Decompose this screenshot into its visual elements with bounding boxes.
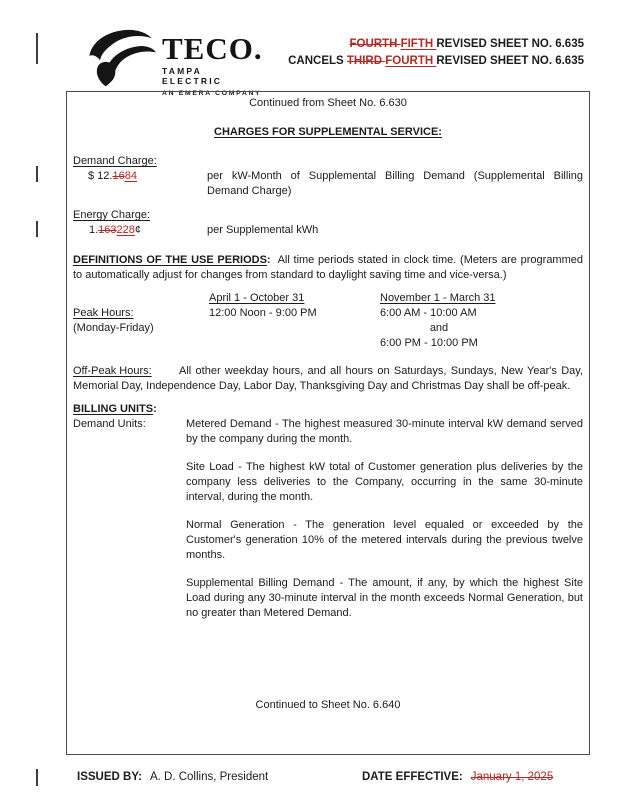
date-effective <box>362 770 553 785</box>
site-load-definition: Site Load - The highest kW total of Customer generation plus deliveries by the company less deliveries to the Company, occurring in the same 30-minute interval, during the month. <box>186 461 583 503</box>
peak-hours-label: Peak Hours: <box>73 307 134 319</box>
old-rate: 16 <box>112 170 125 182</box>
revision-rest-text: REVISED SHEET NO. 6.635 <box>436 38 584 50</box>
logo-company-name: TECO. <box>162 31 263 66</box>
revision-rest-text: REVISED SHEET NO. 6.635 <box>436 55 584 67</box>
peak-table-header-row <box>73 291 583 306</box>
date-effective-value: January 1, 2025 <box>470 771 554 783</box>
new-rate: 228 <box>116 224 135 236</box>
definitions-text: All time periods stated in clock time. (Meters are programmed to automatically adjust for changes from standard to daylight saving time and vice-versa.) <box>73 254 583 281</box>
sheet-revision-header <box>288 36 584 70</box>
revision-change-bar <box>36 166 38 182</box>
old-revision-text: THIRD <box>346 55 386 67</box>
demand-units-label: Demand Units: <box>73 418 146 430</box>
definitions-label: DEFINITIONS OF THE USE PERIODS <box>73 254 267 266</box>
billing-units-row <box>73 417 583 621</box>
energy-charge-value: 1.163228¢ <box>89 224 142 236</box>
issued-by <box>77 770 268 785</box>
normal-generation-definition: Normal Generation - The generation level equaled or exceeded by the Customer's generation 10% of the metered intervals during the previous twelve months. <box>186 519 583 561</box>
off-peak-paragraph <box>73 364 583 394</box>
revision-line-1 <box>288 36 584 53</box>
section-title: CHARGES FOR SUPPLEMENTAL SERVICE: <box>214 126 442 138</box>
winter-peak-hours: 6:00 AM - 10:00 AM and 6:00 PM - 10:00 PM <box>380 307 478 349</box>
cancels-text: CANCELS <box>288 55 347 67</box>
peak-hours-days: (Monday-Friday) <box>73 322 154 334</box>
energy-charge-row <box>73 223 583 238</box>
peak-hours-row <box>73 306 583 351</box>
revision-change-bar <box>36 33 38 64</box>
winter-period-header: November 1 - March 31 <box>380 292 496 304</box>
new-rate: 84 <box>124 170 137 182</box>
demand-charge-value: $ 12.1684 <box>88 170 137 182</box>
supplemental-billing-demand-definition: Supplemental Billing Demand - The amount, if any, by which the highest Site Load during any 30-minute interval in the month exceeds Normal Generation, but no greater than Metered Demand. <box>186 577 583 619</box>
old-revision-text: FOURTH <box>349 38 401 50</box>
logo-tagline: AN EMERA COMPANY <box>162 90 262 97</box>
off-peak-text: All other weekday hours, and all hours on Saturdays, Sundays, New Year's Day, Memorial Day, Independence Day, Labor Day, Thanksgiving Day and Christmas Day shall be off-peak. <box>73 365 583 392</box>
off-peak-label: Off-Peak Hours: <box>73 365 152 377</box>
energy-charge-label: Energy Charge: <box>73 209 151 221</box>
revision-line-2 <box>288 53 584 70</box>
continued-to-note: Continued to Sheet No. 6.640 <box>255 699 401 711</box>
teco-swoosh-icon <box>86 29 158 87</box>
old-rate: 163 <box>98 224 117 236</box>
teco-logo <box>86 27 266 97</box>
new-revision-text: FOURTH <box>385 55 437 67</box>
demand-charge-row <box>73 169 583 199</box>
metered-demand-definition: Metered Demand - The highest measured 30-minute interval kW demand served by the company during the month. <box>186 418 583 445</box>
billing-units-heading: BILLING UNITS <box>73 403 154 415</box>
issued-by-value: A. D. Collins, President <box>149 771 269 783</box>
summer-period-header: April 1 - October 31 <box>209 292 305 304</box>
demand-units-definitions <box>186 417 583 621</box>
energy-charge-description: per Supplemental kWh <box>207 224 319 236</box>
definitions-paragraph: DEFINITIONS OF THE USE PERIODS: All time periods stated in clock time. (Meters are programmed to automatically adjust for changes from standard to daylight saving time and vice-versa.) <box>73 254 583 281</box>
logo-subtitle: TAMPA ELECTRIC <box>162 66 223 86</box>
revision-change-bar <box>36 769 38 786</box>
revision-change-bar <box>36 221 38 237</box>
summer-peak-hours: 12:00 Noon - 9:00 PM <box>209 307 317 319</box>
issued-by-label: ISSUED BY: <box>77 771 142 783</box>
date-effective-label: DATE EFFECTIVE: <box>362 771 463 783</box>
tariff-body-box: Continued from Sheet No. 6.630 CHARGES FOR SUPPLEMENTAL SERVICE: Demand Charge: $ 12.1684 per kW-Month of Supplemental Billing Demand (Supplemental Billing Demand Charge) Energy Charge: 1.163228¢ per Supplemental kWh DEFINITIONS OF THE USE PERIODS: All time periods stated in clock time. (Meters are programmed to automatically adjust for changes from standard to daylight saving time and vice-versa.) April 1 - October 31 November 1 - March 31 Peak Hours: (Monday-Friday) 12:00 Noon - 9:00 PM 6:00 AM - 10:00 AM and 6:00 PM - 10:00 PM Off-Peak Hours: All other weekday hours, and all hours on Saturdays, Sundays, New Year's Day, Memorial Day, Independence Day, Labor Day, Thanksgiving Day and Christmas Day shall be off-peak. BILLING UNITS: Demand Units: Metered Demand - The highest measured 30-minute interval kW demand served by the company during the month. Site Load - The highest kW total of Customer generation plus deliveries by the company less deliveries to the Company, occurring in the same 30-minute interval, during the month. Normal Generation - The generation level equaled or exceeded by the Customer's generation 10% of the metered intervals during the previous twelve months. Supplemental Billing Demand - The amount, if any, by which the highest Site Load during any 30-minute interval in the month exceeds Normal Generation, but no greater than Metered Demand. Continued to Sheet No. 6.640 <box>66 91 590 755</box>
demand-charge-description: per kW-Month of Supplemental Billing Demand (Supplemental Billing Demand Charge) <box>207 170 583 197</box>
new-revision-text: FIFTH <box>400 38 437 50</box>
demand-charge-label: Demand Charge: <box>73 155 157 167</box>
continued-from-note: Continued from Sheet No. 6.630 <box>249 97 407 109</box>
